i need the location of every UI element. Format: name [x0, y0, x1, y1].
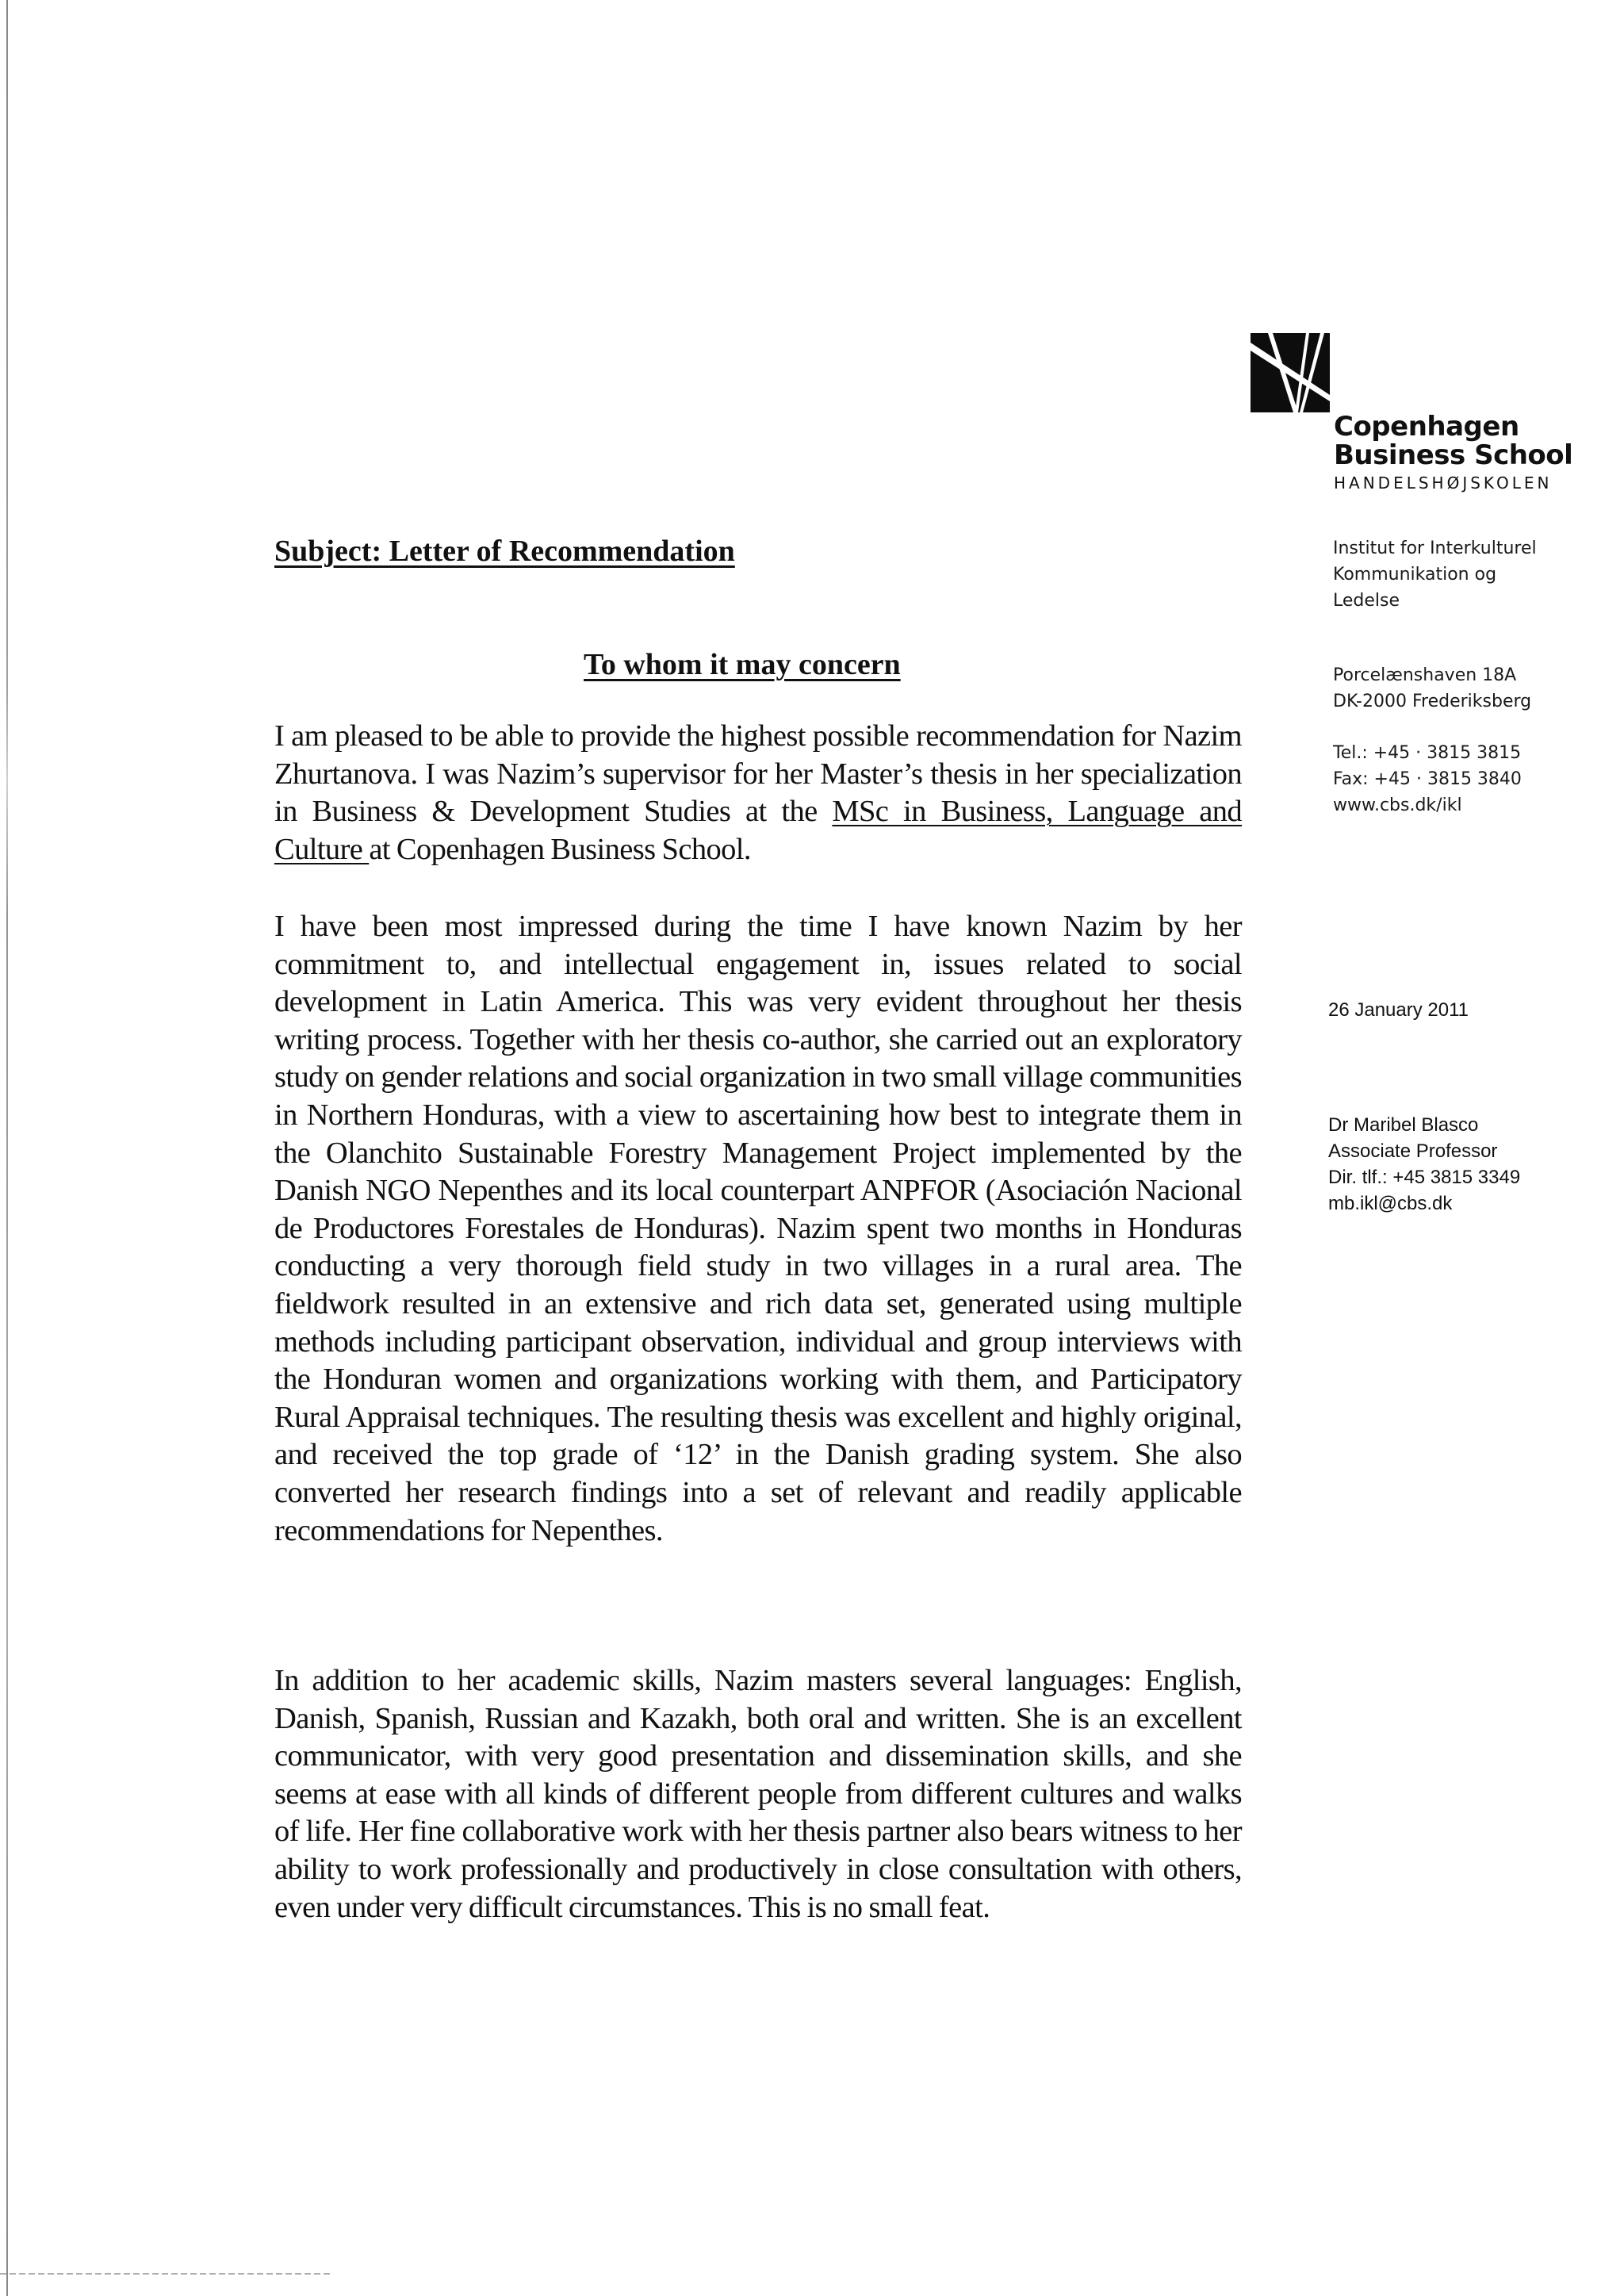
- cbs-logo-icon: [1251, 333, 1330, 412]
- paragraph-introduction: [274, 718, 1242, 868]
- institution-name-line1: Copenhagen: [1334, 411, 1519, 443]
- contact-block: [1333, 740, 1522, 818]
- letter-salutation: To whom it may concern: [584, 648, 901, 681]
- signatory-title: Associate Professor: [1328, 1140, 1498, 1162]
- website: www.cbs.dk/ikl: [1333, 795, 1462, 815]
- signatory-phone: Dir. tlf.: +45 3815 3349: [1328, 1167, 1521, 1188]
- signatory-block: [1328, 1112, 1520, 1217]
- scan-bottom-artifact: [0, 2273, 333, 2275]
- address-block: [1333, 662, 1531, 715]
- institution-brand: [1334, 412, 1572, 495]
- fax: Fax: +45 · 3815 3840: [1333, 769, 1522, 789]
- letter-date: 26 January 2011: [1328, 999, 1469, 1021]
- institution-name-line2: Business School: [1334, 439, 1573, 471]
- department-line: Kommunikation og: [1333, 565, 1497, 585]
- paragraph-text: at Copenhagen Business School.: [369, 832, 751, 866]
- address-line: DK-2000 Frederiksberg: [1333, 692, 1532, 711]
- letter-subject: Subject: Letter of Recommendation: [274, 535, 735, 568]
- signatory-name: Dr Maribel Blasco: [1328, 1114, 1479, 1136]
- address-line: Porcelænshaven 18A: [1333, 665, 1517, 685]
- department-block: [1333, 535, 1537, 614]
- institution-subtitle: HANDELSHØJSKOLEN: [1334, 473, 1553, 493]
- telephone: Tel.: +45 · 3815 3815: [1333, 743, 1522, 763]
- paragraph-text: I am pleased to be able to provide the highest possible recommendation for Nazim Zhurtanova. I was Nazim’s supervisor for her Master’s thesis in her specialization in Business & Development Studies at the: [274, 719, 1242, 829]
- signatory-email: mb.ikl@cbs.dk: [1328, 1193, 1453, 1214]
- paragraph-thesis-work: I have been most impressed during the time I have known Nazim by her commitment to, and intellectual engagement in, issues related to social development in Latin America. This was very evident throughout her thesis writing process. Together with her thesis co-author, she carried out an exploratory study on gender relations and social organization in two small village communities in Northern Honduras, with a view to ascertaining how best to integrate them in the Olanchito Sustainable Forestry Management Project implemented by the Danish NGO Nepenthes and its local counterpart ANPFOR (Asociación Nacional de Productores Forestales de Honduras). Nazim spent two months in Honduras conducting a very thorough field study in two villages in a rural area. The fieldwork resulted in an extensive and rich data set, generated using multiple methods including participant observation, individual and group interviews with the Honduran women and organizations working with them, and Participatory Rural Appraisal techniques. The resulting thesis was excellent and highly original, and received the top grade of ‘12’ in the Danish grading system. She also converted her research findings into a set of relevant and readily applicable recommendations for Nepenthes.: [274, 910, 1242, 1547]
- paragraph-skills: In addition to her academic skills, Nazim masters several languages: English, Danish, Spanish, Russian and Kazakh, both oral and written. She is an excellent communicator, with very good presentation and dissemination skills, and she seems at ease with all kinds of different people from different cultures and walks of life. Her fine collaborative work with her thesis partner also bears witness to her ability to work professionally and productively in close consultation with others, even under very difficult circumstances. This is no small feat.: [274, 1664, 1242, 1924]
- department-line: Ledelse: [1333, 591, 1400, 611]
- program-name: MSc in Business, Language and Culture: [274, 795, 1243, 866]
- department-line: Institut for Interkulturel: [1333, 539, 1537, 558]
- scan-edge-artifact: [6, 0, 8, 2296]
